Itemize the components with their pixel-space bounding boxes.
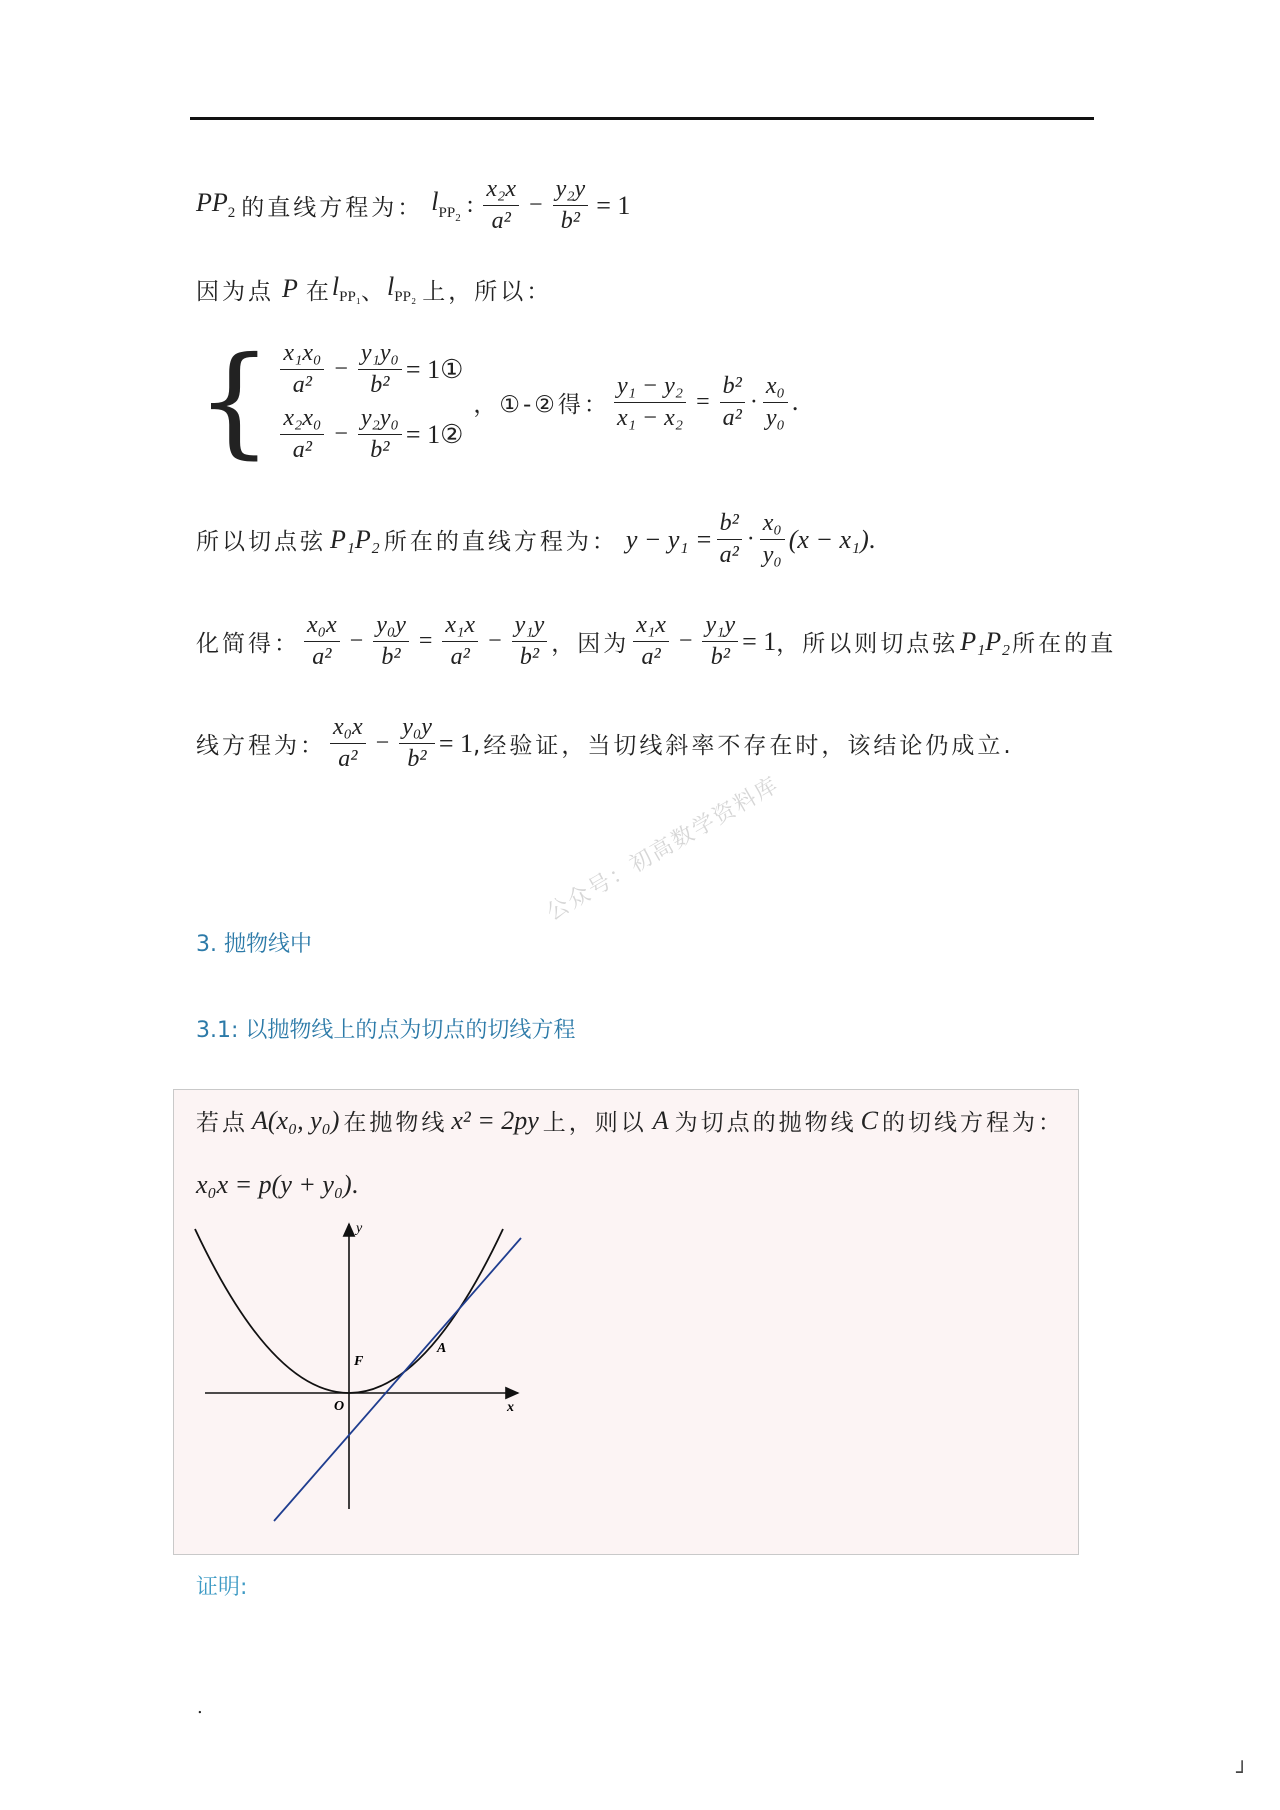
focus-label: F: [354, 1354, 364, 1369]
line-pp2-equation: [196, 176, 630, 235]
header-rule: [190, 117, 1094, 120]
p1p2-symbol: P₁P₂: [330, 524, 380, 554]
tangent-line: [274, 1238, 521, 1521]
line-point-p: [196, 272, 552, 306]
line3-text: 所以切点弦: [196, 529, 326, 555]
theorem-statement: 若点 A(x₀, y₀) 在抛物线 x² = 2py 上，则以 A 为切点的抛物线 C 的切线方程为：: [196, 1105, 1065, 1136]
corner-bracket-icon: ┘: [1236, 1760, 1249, 1784]
line2-text2: 在: [305, 278, 332, 305]
origin-label: O: [334, 1399, 345, 1414]
line3-text2: 所在的直线方程为：: [383, 529, 618, 555]
line4-text: 化简得：: [196, 631, 300, 657]
theorem-box: [173, 1089, 1079, 1555]
p-symbol: P: [282, 274, 298, 304]
tangent-equation: x₀x = p(y + y₀) .: [196, 1170, 359, 1199]
line1-text: 的直线方程为：: [241, 195, 424, 221]
l-symbol: $l_{PP_2}$: [431, 187, 461, 224]
subtract-text: ，①-②得：: [473, 391, 610, 418]
system-row-2: $\frac{\text{x₂x₀}}{\text{a²}}$ − $\frac{\text{y₂y₀}}{\text{b²}}$ = 1②: [276, 405, 463, 464]
fraction: $\frac{\text{y₂y}}{\text{b²}}$: [553, 176, 589, 235]
system-row-1: $\frac{\text{x₁x₀}}{\text{a²}}$ − $\frac{\text{y₁y₀}}{\text{b²}}$ = 1①: [276, 340, 463, 399]
line-conclusion: 线方程为： $\frac{\text{x₀x}}{\text{a²}}$ − $\frac{\text{y₀y}}{\text{b²}}$ = 1 ,经验证，当切线斜率不存在时，该结论仍成立.: [196, 714, 1014, 772]
line2-text1: 因为点: [196, 278, 274, 305]
lhs: y − y₁ =: [625, 524, 713, 554]
watermark: 公众号：初高数学资料库: [542, 772, 784, 926]
separator: 、: [361, 278, 388, 305]
line-chord-equation: 所以切点弦 P₁P₂ 所在的直线方程为： y − y₁ = $\frac{\text{b²}}{\text{a²}}$ · $\frac{\text{x₀}}{\text{y₀}}$ (x − x₁) .: [196, 510, 876, 568]
y-axis-label: y: [356, 1221, 363, 1236]
section-heading-3-1: 3.1: 以抛物线上的点为切点的切线方程: [196, 1018, 576, 1043]
left-brace: {: [196, 332, 273, 471]
l1-symbol: $l_{PP_1}$: [331, 272, 362, 306]
section-heading-3: 3. 抛物线中: [196, 932, 312, 957]
rhs: = 1: [596, 190, 631, 220]
proof-label: 证明:: [196, 1575, 248, 1600]
point-a-label: A: [437, 1341, 447, 1356]
equation-system: { $\frac{\text{x₁x₀}}{\text{a²}}$ − $\frac{\text{y₁y₀}}{\text{b²}}$ = 1① $\frac{\text{x₂x₀}}{\text{a²}}$ − $\frac{\text{y₂y₀}}{\text{b²}}$ = 1② ，①-②得： $\frac{\text{y₁ − y₂}}{\text{x₁ − x₂}}$ = $\frac{\text{b²}}{\text{a²}}$ · $\frac{\text{x₀}}{\text{y₀}}$ .: [196, 332, 799, 471]
line5-text: 线方程为：: [196, 733, 326, 759]
x-axis-label: x: [507, 1400, 514, 1415]
colon: :: [466, 192, 474, 218]
stray-dot: .: [197, 1697, 203, 1718]
parabola-figure: [192, 1214, 532, 1554]
system-rows: [276, 340, 463, 464]
fraction: $\frac{\text{x₂x}}{\text{a²}}$: [483, 176, 519, 235]
minus: −: [529, 192, 543, 218]
line-simplify: 化简得： $\frac{\text{x₀x}}{\text{a²}}$ − $\frac{\text{y₀y}}{\text{b²}}$ = $\frac{\text{x₁x}}{\text{a²}}$ − $\frac{\text{y₁y}}{\text{b²}}$ ，因为 $\frac{\text{x₁x}}{\text{a²}}$ − $\frac{\text{y₁y}}{\text{b²}}$ = 1 ，所以则切点弦 P₁P₂ 所在的直: [196, 612, 1117, 670]
pp-symbol: $PP_2$: [196, 188, 236, 222]
l2-symbol: $l_{PP_2}$: [387, 272, 417, 306]
fraction: $\frac{\text{y₁ − y₂}}{\text{x₁ − x₂}}$: [614, 373, 686, 432]
line2-text3: 上，所以：: [422, 278, 553, 305]
line5-text2: ,经验证，当切线斜率不存在时，该结论仍成立.: [473, 733, 1014, 759]
